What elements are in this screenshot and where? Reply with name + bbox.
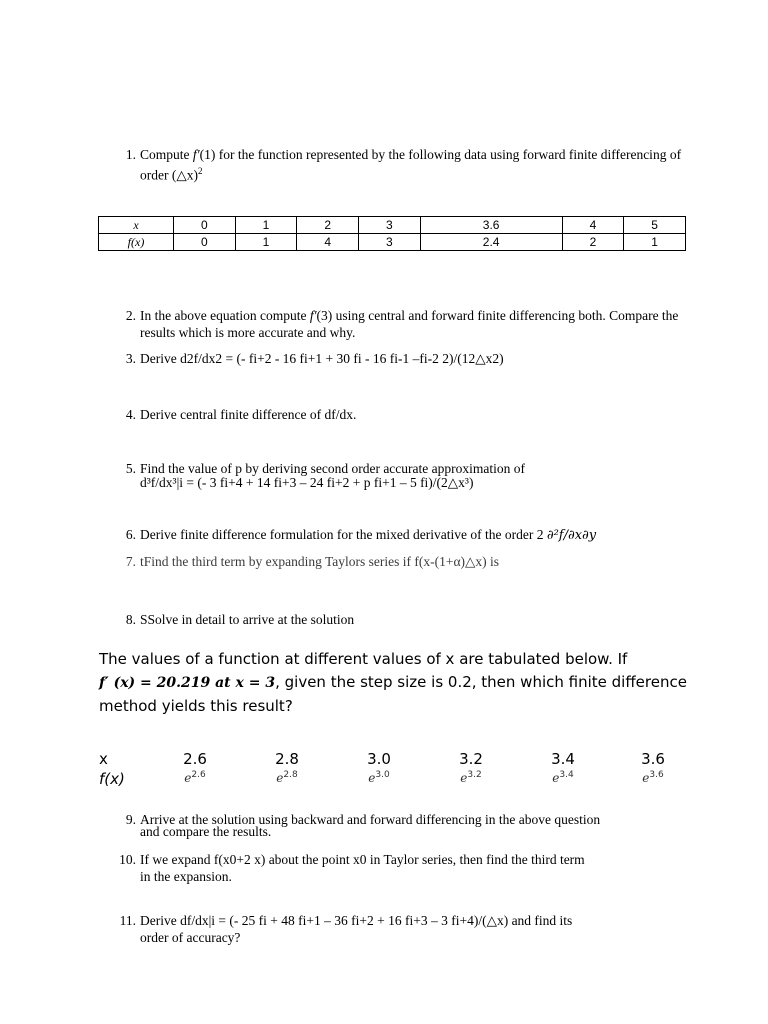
data-table (98, 216, 686, 251)
table-row-x (99, 217, 686, 234)
table-row-fx (99, 234, 686, 251)
table-row-x (99, 750, 679, 770)
table-cell: 0 (174, 217, 236, 234)
table-row-fx (99, 770, 679, 790)
table-cell: 0 (174, 234, 236, 251)
table-cell: $e^{3.4}$ (552, 770, 574, 785)
table-cell: 2 (562, 234, 624, 251)
table-cell: $e^{2.6}$ (184, 770, 206, 785)
table-cell: $e^{2.8}$ (276, 770, 298, 785)
table-cell: $e^{3.2}$ (460, 770, 482, 785)
values-table (99, 750, 679, 790)
question-text: Derive df/dx|i = (- 25 fi + 48 fi+1 – 36 fi+2 + 16 fi+3 – 3 fi+4)/(△x) and find its order of accuracy? (140, 913, 573, 945)
question-text: In the above equation compute f′(3) using central and forward finite differencing both. Compare the results which is more accurate and why. (140, 308, 679, 340)
question-text: tFind the third term by expanding Taylors series if f(x-(1+α)△x) is (140, 554, 500, 569)
table-cell: 3 (359, 234, 421, 251)
row-label-fx: f(x) (99, 770, 125, 788)
table-cell: 3.6 (641, 750, 665, 768)
table-cell: 3.6 (420, 217, 562, 234)
table-cell: $e^{3.6}$ (642, 770, 664, 785)
table-cell: 3 (359, 217, 421, 234)
derivative-expression: f′ (x) = 20.219 at x = 3 (99, 675, 276, 691)
question-number: 9. (125, 812, 136, 827)
question-number: 6. (125, 527, 136, 542)
question-text: If we expand f(x0+2 x) about the point x0 in Taylor series, then find the third term in the expansion. (140, 852, 585, 884)
problem-paragraph: The values of a function at different values of x are tabulated below. If f′ (x) = 20.219 at x = 3, given the step size is 0.2, then which finite difference method yields this result? (99, 650, 687, 715)
table-header-fx: f(x) (99, 234, 174, 251)
table-cell: 2.6 (183, 750, 207, 768)
question-number: 4. (125, 407, 136, 422)
question-text: SSolve in detail to arrive at the solution (140, 612, 355, 627)
question-number: 2. (125, 308, 136, 323)
question-number: 3. (125, 351, 136, 366)
table-cell: 3.0 (367, 750, 391, 768)
table-cell: 3.2 (459, 750, 483, 768)
table-cell: $e^{3.0}$ (368, 770, 390, 785)
table-cell: 2 (297, 217, 359, 234)
table-cell: 4 (562, 217, 624, 234)
row-label-x: x (99, 750, 108, 768)
table-cell: 1 (624, 234, 686, 251)
question-number: 5. (125, 461, 136, 476)
question-number: 11. (119, 913, 136, 928)
question-number: 8. (125, 612, 136, 627)
table-cell: 3.4 (551, 750, 575, 768)
table-cell: 1 (235, 217, 297, 234)
table-cell: 2.4 (420, 234, 562, 251)
question-number: 10. (119, 852, 136, 867)
question-text: Compute f′(1) for the function represented by the following data using forward finite differencing of order (△x)$^2$ (140, 147, 682, 183)
table-header-x: x (99, 217, 174, 234)
question-number: 1. (125, 147, 136, 162)
question-text: Derive d2f/dx2 = (- fi+2 - 16 fi+1 + 30 fi - 16 fi-1 –fi-2 2)/(12△x2) (140, 351, 504, 366)
question-text: Derive central finite difference of df/dx. (140, 407, 357, 422)
table-cell: 4 (297, 234, 359, 251)
question-text: Arrive at the solution using backward and forward differencing in the above question and compare the results. (140, 812, 601, 839)
table-cell: 5 (624, 217, 686, 234)
question-text: Find the value of p by deriving second order accurate approximation of d³f/dx³|i = (- 3 fi+4 + 14 fi+3 – 24 fi+2 + p fi+1 – 5 fi)/(2△x³) (140, 461, 526, 490)
table-cell: 2.8 (275, 750, 299, 768)
table-cell: 1 (235, 234, 297, 251)
question-text: Derive finite difference formulation for the mixed derivative of the order 2 ∂²f/∂x∂y (140, 527, 597, 543)
question-number: 7. (125, 554, 136, 569)
